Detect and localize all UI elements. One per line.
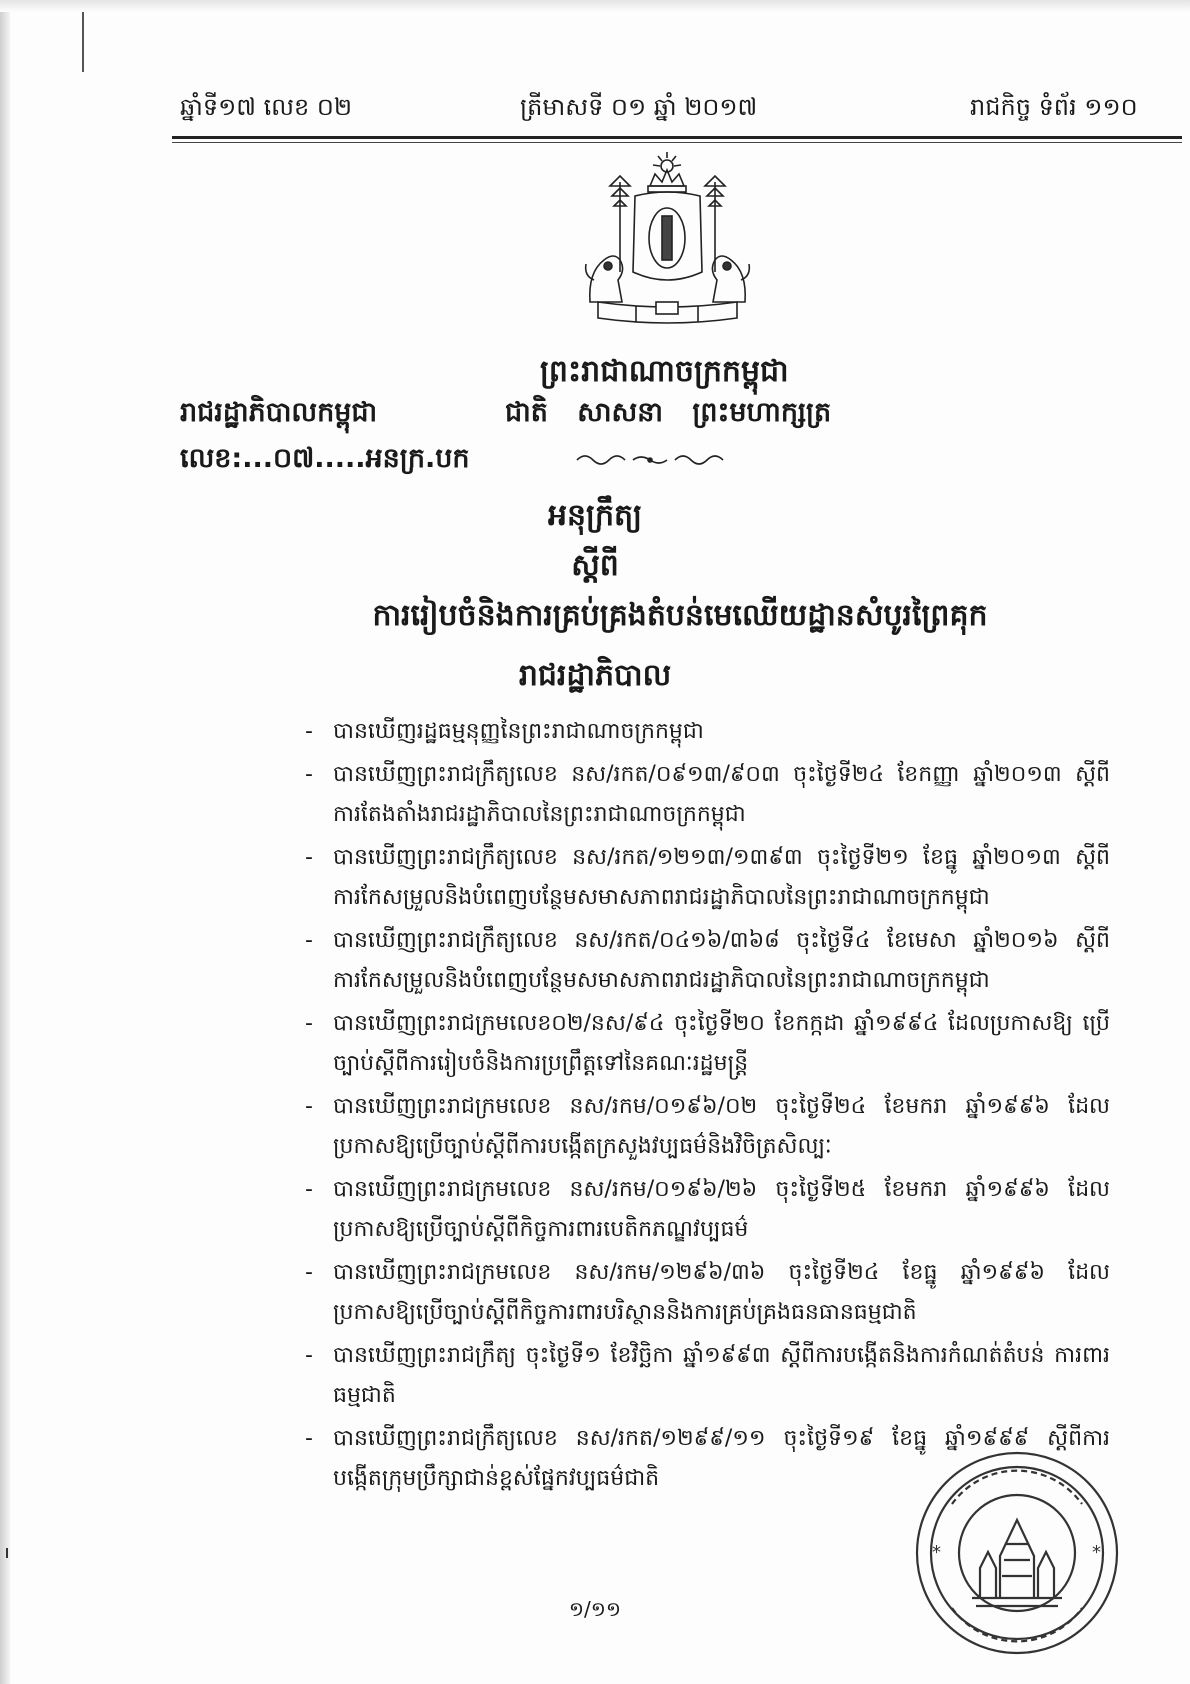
preamble-clause: - បានឃើញព្រះរាជក្រមលេខ នស/រកម/១២៩៦/៣៦ ចុះថ្ងៃទី២៤ ខែធ្នូ ឆ្នាំ១៩៩៦ ដែល ប្រកាសឱ្យប្រើច្បាប់ស្ដីពីកិច្ចការពារបរិស្ថាននិងការគ្រប់គ្រងធនធានធម្មជាតិ [305, 1260, 1110, 1325]
gazette-header [180, 92, 1190, 132]
svg-text:*: * [932, 1542, 941, 1563]
kingdom-title: ព្រះរាជាណាចក្រកម្ពុជា [540, 354, 789, 389]
scan-top-edge [0, 0, 1190, 12]
preamble-clause: - បានឃើញព្រះរាជក្រឹត្យលេខ នស/រកត/០៤១៦/៣៦៨ ចុះថ្ងៃទី៤ ខែមេសា ឆ្នាំ២០១៦ ស្ដីពី ការកែសម្រួលនិងបំពេញបន្ថែមសមាសភាពរាជរដ្ឋាភិបាលនៃព្រះរាជាណាចក្រកម្ពុជា [305, 928, 1110, 993]
preamble-clause: - បានឃើញព្រះរាជក្រមលេខ០២/នស/៩៤ ចុះថ្ងៃទី២០ ខែកក្កដា ឆ្នាំ១៩៩៤ ដែលប្រកាសឱ្យ ប្រើច្បាប់ស្ដីពីការរៀបចំនិងការប្រព្រឹត្តទៅនៃគណៈរដ្ឋមន្ត្រី [305, 1011, 1110, 1076]
svg-text:*: * [1092, 1542, 1101, 1563]
subject-prefix: ស្ដីពី [571, 548, 619, 583]
preamble-clause: - បានឃើញរដ្ឋធម្មនុញ្ញនៃព្រះរាជាណាចក្រកម្ពុជា [305, 719, 704, 744]
preamble-clause: - បានឃើញព្រះរាជក្រឹត្យលេខ នស/រកត/១២១៣/១៣៩៣ ចុះថ្ងៃទី២១ ខែធ្នូ ឆ្នាំ២០១៣ ស្ដីពី ការកែសម្រួលនិងបំពេញបន្ថែមសមាសភាពរាជរដ្ឋាភិបាលនៃព្រះរាជាណាចក្រកម្ពុជា [305, 845, 1110, 910]
preamble-clause: - បានឃើញព្រះរាជក្រមលេខ នស/រកម/០១៩៦/០២ ចុះថ្ងៃទី២៤ ខែមករា ឆ្នាំ១៩៩៦ ដែល ប្រកាសឱ្យប្រើច្បាប់ស្ដីពីការបង្កើតក្រសួងវប្បធម៌និងវិចិត្រសិល្បៈ [305, 1094, 1110, 1159]
reference-number: លេខ:...០៧.....អនក្រ.បក [180, 443, 470, 474]
government-label: រាជរដ្ឋាភិបាលកម្ពុជា [180, 397, 378, 428]
gazette-quarter: ត្រីមាសទី ០១ ឆ្នាំ ២០១៧ [520, 93, 758, 121]
preamble-clause: - បានឃើញព្រះរាជក្រឹត្យ ចុះថ្ងៃទី១ ខែវិច្ឆិកា ឆ្នាំ១៩៩៣ ស្ដីពីការបង្កើតនិងការកំណត់តំបន់ ការពារធម្មជាតិ [305, 1343, 1110, 1408]
motto-king: ព្រះមហាក្សត្រ [692, 397, 832, 428]
margin-mark [6, 1548, 8, 1558]
gazette-page: រាជកិច្ច ទំព័រ ១១០ [970, 93, 1138, 121]
gazette-year-issue: ឆ្នាំទី១៧ លេខ ០២ [180, 93, 353, 121]
motto-nation: ជាតិ [505, 397, 548, 428]
preamble-clause: - បានឃើញព្រះរាជក្រមលេខ នស/រកម/០១៩៦/២៦ ចុះថ្ងៃទី២៥ ខែមករា ឆ្នាំ១៩៩៦ ដែល ប្រកាសឱ្យប្រើច្បាប់ស្ដីពីកិច្ចការពារបេតិកភណ្ឌវប្បធម៌ [305, 1177, 1110, 1242]
document-subject: ការរៀបចំនិងការគ្រប់គ្រងតំបន់មេឈើយដ្ឋានសំបូរព្រៃគុក [372, 598, 988, 633]
motto-religion: សាសនា [577, 397, 663, 428]
scan-left-edge [0, 0, 10, 1684]
issuer-heading: រាជរដ្ឋាភិបាល [518, 658, 672, 693]
royal-coat-of-arms-icon [580, 152, 755, 332]
preamble-clause: - បានឃើញព្រះរាជក្រឹត្យលេខ នស/រកត/១២៩៩/១១ ចុះថ្ងៃទី១៩ ខែធ្នូ ឆ្នាំ១៩៩៩ ស្ដីពីការ បង្កើតក្រុមប្រឹក្សាជាន់ខ្ពស់ផ្នែកវប្បធម៌ជាតិ [305, 1426, 1110, 1491]
ornament-divider-icon [575, 452, 725, 468]
header-rule-thick [172, 136, 1182, 139]
official-seal-icon [912, 1448, 1122, 1658]
national-motto [505, 396, 851, 435]
binder-mark [82, 12, 84, 72]
preamble-clause-list [305, 712, 1110, 1502]
header-rule-thin [172, 142, 1182, 143]
page-number: ១/១១ [568, 1597, 622, 1621]
document-type: អនុក្រឹត្យ [547, 498, 643, 533]
preamble-clause: - បានឃើញព្រះរាជក្រឹត្យលេខ នស/រកត/០៩១៣/៩០៣ ចុះថ្ងៃទី២៤ ខែកញ្ញា ឆ្នាំ២០១៣ ស្ដីពី ការតែងតាំងរាជរដ្ឋាភិបាលនៃព្រះរាជាណាចក្រកម្ពុជា [305, 762, 1110, 827]
